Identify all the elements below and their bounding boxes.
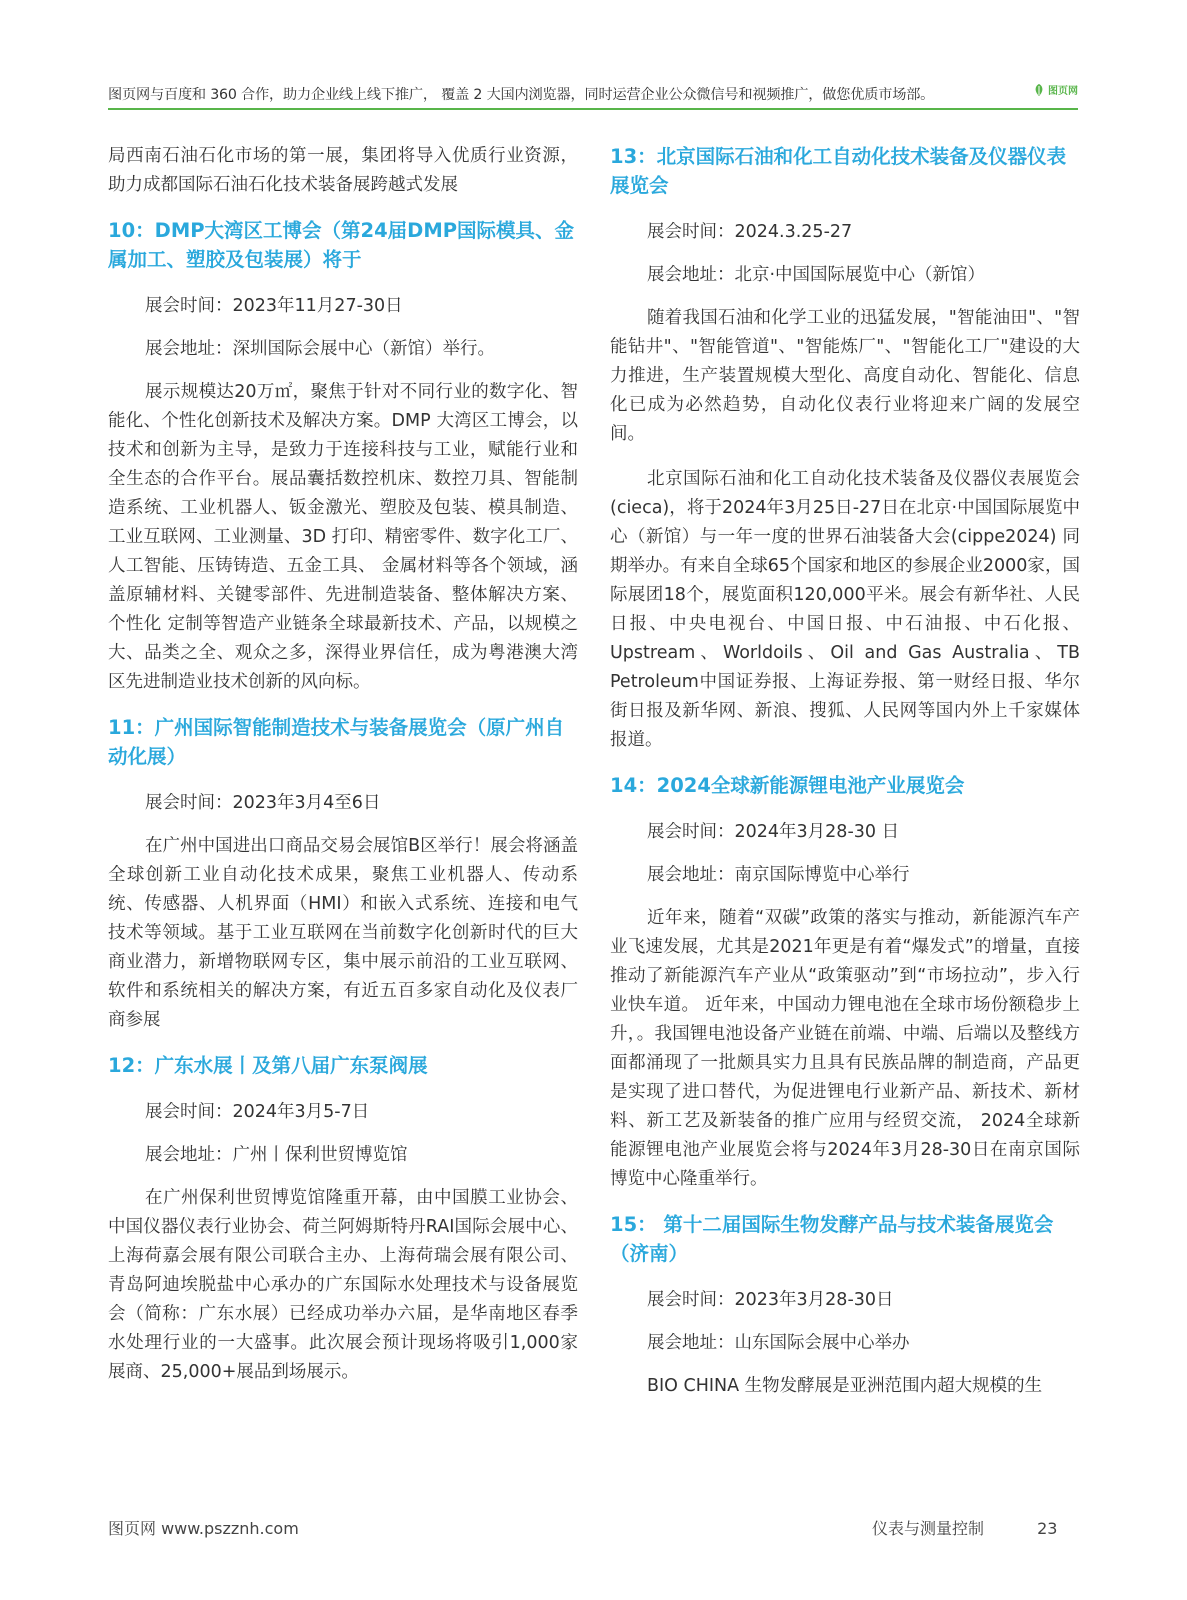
section-14-place: 展会地址：南京国际博览中心举行 <box>647 865 910 885</box>
section-11-body: 在广州中国进出口商品交易会展馆B区举行！展会将涵盖全球创新工业自动化技术成果，聚焦工业机器人、传动系统、传感器、人机界面（HMI）和嵌入式系统、连接和电气技术等领域。基于工业互联网在当前数字化创新时代的巨大商业潜力，新增物联网专区，集中展示前沿的工业互联网、软件和系统相关的解决方案，有近五百多家自动化及仪表厂商参展 <box>108 836 578 1030</box>
header-slogan: 图页网与百度和 360 合作，助力企业线上线下推广， 覆盖 2 大国内浏览器，同时运营企业公众微信号和视频推广，做您优质市场部。 <box>108 87 935 103</box>
section-13-place: 展会地址：北京·中国国际展览中心（新馆） <box>647 265 986 285</box>
section-12-place: 展会地址：广州丨保利世贸博览馆 <box>145 1145 408 1165</box>
intro-paragraph: 局西南石油石化市场的第一展，集团将导入优质行业资源，助力成都国际石油石化技术装备展跨越式发展 <box>108 146 578 195</box>
left-column <box>108 142 578 1403</box>
section-12-body: 在广州保利世贸博览馆隆重开幕，由中国膜工业协会、中国仪器仪表行业协会、荷兰阿姆斯特丹RAI国际会展中心、上海荷嘉会展有限公司联合主办、上海荷瑞会展有限公司、青岛阿迪埃脱盐中心承办的广东国际水处理技术与设备展览会（简称：广东水展）已经成功举办六届，是华南地区春季水处理行业的一大盛事。此次展会预计现场将吸引1,000家展商、25,000+展品到场展示。 <box>108 1188 578 1382</box>
section-10-title: 10：DMP大湾区工博会（第24届DMP国际模具、金属加工、塑胶及包装展）将于 <box>108 219 575 271</box>
right-column <box>610 142 1080 1417</box>
footer-journal-name: 仪表与测量控制 <box>872 1519 985 1538</box>
footer-site: 图页网 www.pszznh.com <box>108 1519 299 1538</box>
leaf-icon <box>1032 83 1046 97</box>
section-11-title: 11：广州国际智能制造技术与装备展览会（原广州自动化展） <box>108 716 565 768</box>
section-10-time: 展会时间：2023年11月27-30日 <box>145 296 403 316</box>
brand-logo <box>1032 82 1078 97</box>
page-header <box>108 80 1078 110</box>
section-11-time: 展会时间：2023年3月4至6日 <box>145 793 381 813</box>
footer-right <box>872 1516 1057 1539</box>
section-15-place: 展会地址：山东国际会展中心举办 <box>647 1333 910 1353</box>
section-13-title: 13：北京国际石油和化工自动化技术装备及仪器仪表展览会 <box>610 145 1067 197</box>
section-13-body-2: 北京国际石油和化工自动化技术装备及仪器仪表展览会(cieca)，将于2024年3月25日-27日在北京·中国国际展览中心（新馆）与一年一度的世界石油装备大会(cippe2024) 同期举办。有来自全球65个国家和地区的参展企业2000家，国际展团18个，展览面积120,000平米。展会有新华社、人民日报、中央电视台、中国日报、中石油报、中石化报、Upstream、Worldoils、Oil and Gas Australia、TB Petroleum中国证券报、上海证券报、第一财经日报、华尔街日报及新华网、新浪、搜狐、人民网等国内外上千家媒体报道。 <box>610 469 1080 750</box>
section-15-time: 展会时间：2023年3月28-30日 <box>647 1290 894 1310</box>
section-14-body: 近年来，随着“双碳”政策的落实与推动，新能源汽车产业飞速发展，尤其是2021年更是有着“爆发式”的增量，直接推动了新能源汽车产业从“政策驱动”到“市场拉动”，步入行业快车道。 近年来，中国动力锂电池在全球市场份额稳步上升，。我国锂电池设备产业链在前端、中端、后端以及整线方面都涌现了一批颇具实力且具有民族品牌的制造商，产品更是实现了进口替代，为促进锂电行业新产品、新技术、新材料、新工艺及新装备的推广应用与经贸交流， 2024全球新能源锂电池产业展览会将与2024年3月28-30日在南京国际博览中心隆重举行。 <box>610 908 1080 1189</box>
section-10-body: 展示规模达20万㎡，聚焦于针对不同行业的数字化、智能化、个性化创新技术及解决方案。DMP 大湾区工博会，以技术和创新为主导，是致力于连接科技与工业，赋能行业和全生态的合作平台。展品囊括数控机床、数控刀具、智能制造系统、工业机器人、钣金激光、塑胶及包装、模具制造、 工业互联网、工业测量、3D 打印、精密零件、数字化工厂、人工智能、压铸铸造、五金工具、 金属材料等各个领域，涵盖原辅材料、关键零部件、先进制造装备、整体解决方案、个性化 定制等智造产业链条全球最新技术、产品，以规模之大、品类之全、观众之多，深得业界信任，成为粤港澳大湾区先进制造业技术创新的风向标。 <box>108 382 578 692</box>
section-13-body-1: 随着我国石油和化学工业的迅猛发展，"智能油田"、"智能钻井"、"智能管道"、"智能炼厂"、"智能化工厂"建设的大力推进，生产装置规模大型化、高度自动化、智能化、信息化已成为必然趋势，自动化仪表行业将迎来广阔的发展空间。 <box>610 308 1080 444</box>
section-15-body: BIO CHINA 生物发酵展是亚洲范围内超大规模的生 <box>647 1376 1043 1396</box>
section-15-title: 15： 第十二届国际生物发酵产品与技术装备展览会（济南） <box>610 1213 1054 1265</box>
section-12-time: 展会时间：2024年3月5-7日 <box>145 1102 370 1122</box>
section-12-title: 12：广东水展丨及第八届广东泵阀展 <box>108 1054 428 1077</box>
section-10-place: 展会地址：深圳国际会展中心（新馆）举行。 <box>145 339 495 359</box>
section-14-title: 14：2024全球新能源锂电池产业展览会 <box>610 774 965 797</box>
section-13-time: 展会时间：2024.3.25-27 <box>647 222 853 242</box>
page-number: 23 <box>1037 1519 1058 1538</box>
logo-text: 图页网 <box>1048 86 1078 97</box>
section-14-time: 展会时间：2024年3月28-30 日 <box>647 822 900 842</box>
